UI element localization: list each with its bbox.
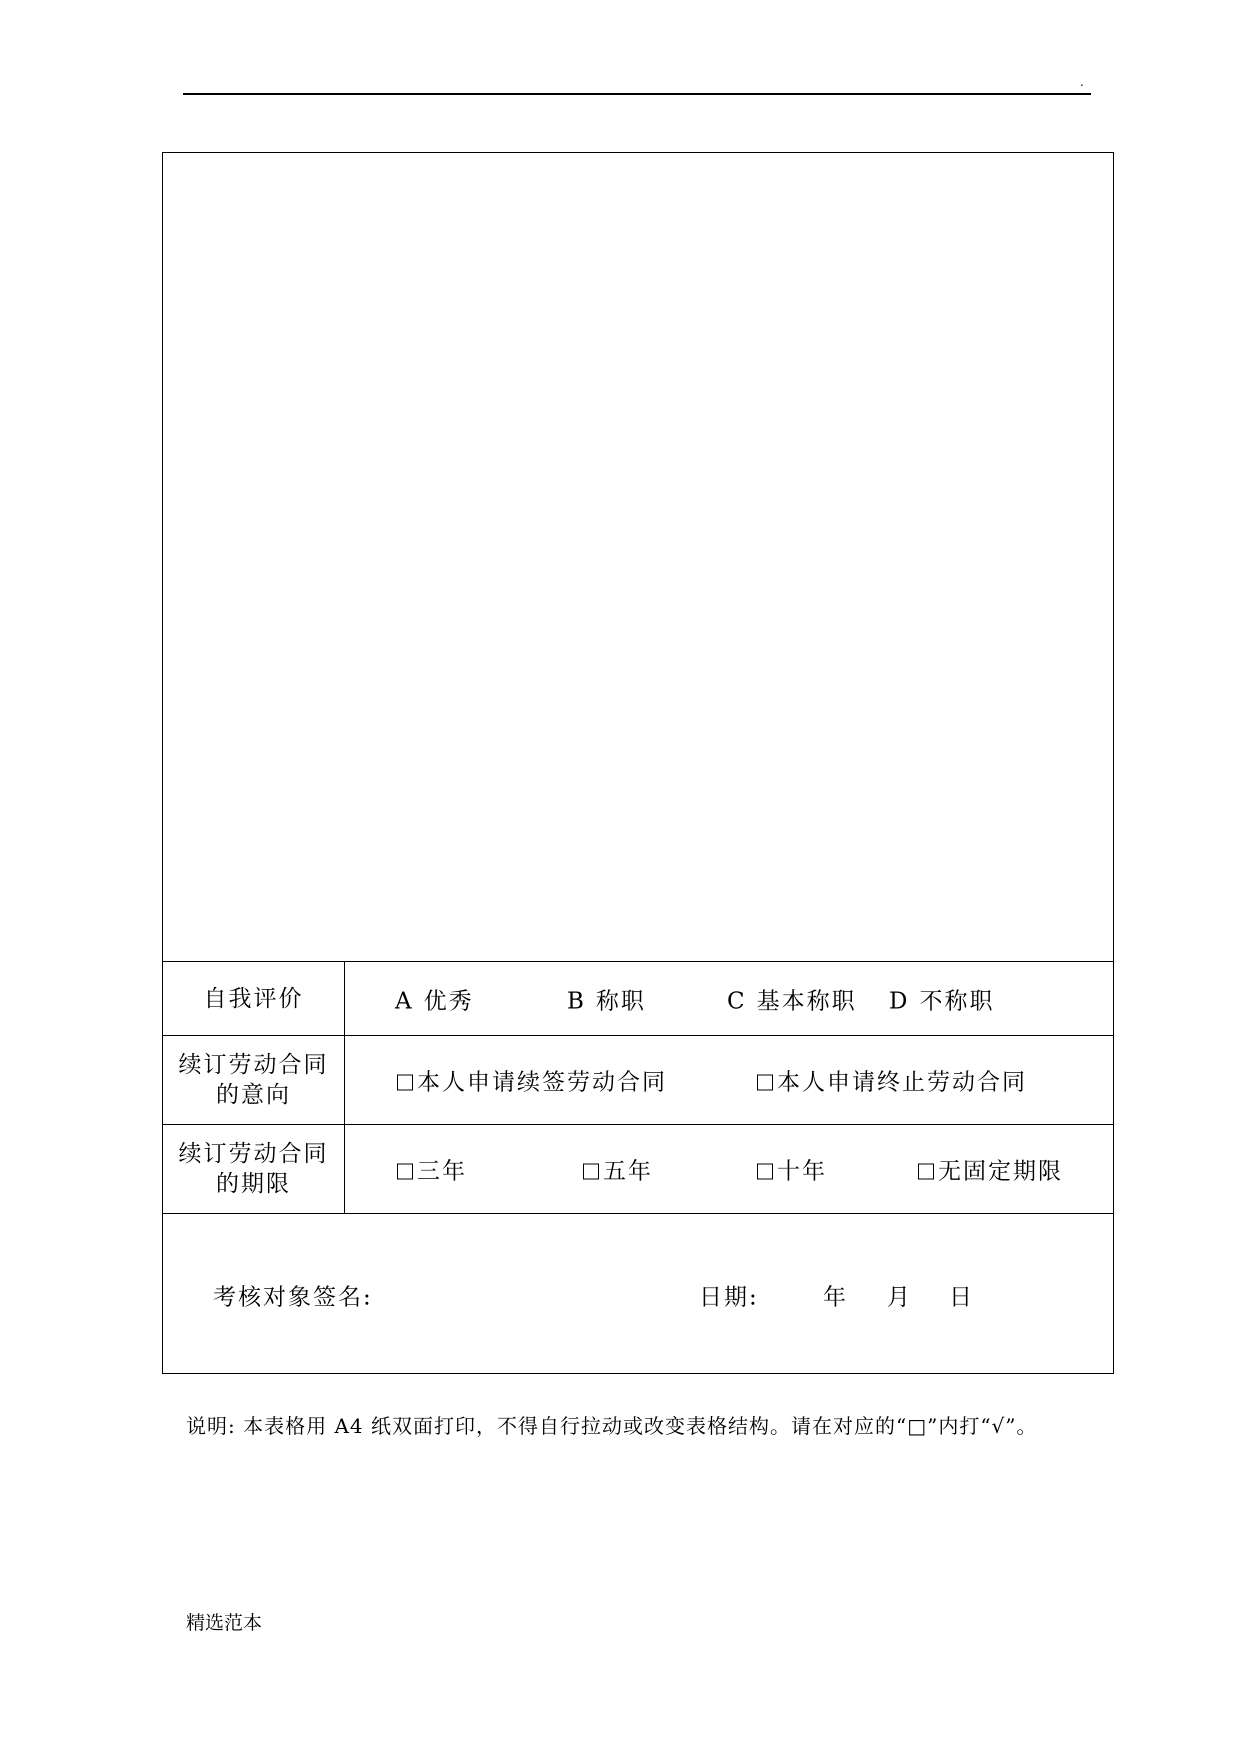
option-text: 五年 [603,1158,653,1185]
date-year: 年 [823,1284,848,1310]
renewal-term-row [163,1124,1113,1213]
term-three-years-option[interactable] [397,1153,467,1186]
term-indefinite-option[interactable] [918,1153,1063,1186]
option-letter: B [567,988,586,1014]
checkbox[interactable] [397,1075,413,1091]
renewal-term-label-line2: 的期限 [216,1171,291,1197]
renewal-intent-label-line2: 的意向 [216,1082,291,1108]
header-rule [183,93,1091,95]
option-text: 称职 [595,988,646,1014]
checkbox[interactable] [583,1164,599,1180]
checkbox[interactable] [757,1164,773,1180]
renewal-term-label-line1: 续订劳动合同 [178,1141,329,1167]
self-eval-label: 自我评价 [163,962,345,1035]
option-letter: C [727,988,747,1014]
option-text: 本人申请终止劳动合同 [777,1069,1027,1096]
date-day: 日 [949,1284,974,1310]
terminate-contract-option[interactable] [757,1064,1027,1097]
self-eval-option-b[interactable] [567,982,646,1015]
renewal-intent-options [345,1036,1113,1124]
renewal-intent-label [163,1036,345,1124]
renewal-term-label [163,1125,345,1213]
renewal-intent-row [163,1035,1113,1124]
date-month: 月 [887,1284,912,1310]
footer-text: 精选范本 [186,1612,263,1634]
checkbox[interactable] [397,1164,413,1180]
self-eval-option-a[interactable] [395,982,474,1015]
option-letter: D [889,988,910,1014]
term-five-years-option[interactable] [583,1153,653,1186]
instruction-note: 说明: 本表格用 A4 纸双面打印，不得自行拉动或改变表格结构。请在对应的“□”内打“√”。 [186,1414,1038,1438]
signature-row [163,1213,1113,1375]
option-text: 无固定期限 [938,1158,1063,1185]
appraisal-form-table [162,152,1114,1374]
renewal-intent-label-line1: 续订劳动合同 [178,1052,329,1078]
option-text: 基本称职 [756,988,857,1014]
renew-contract-option[interactable] [397,1064,667,1097]
option-letter: A [395,988,414,1014]
self-eval-options [345,962,1113,1035]
checkbox[interactable] [918,1164,934,1180]
option-text: 不称职 [919,988,995,1014]
self-eval-option-c[interactable] [727,982,857,1015]
self-eval-row [163,961,1113,1035]
option-text: 本人申请续签劳动合同 [417,1069,667,1096]
option-text: 三年 [417,1158,467,1185]
checkbox[interactable] [757,1075,773,1091]
date-label: 日期: [699,1284,759,1310]
renewal-term-options [345,1125,1113,1213]
self-eval-option-d[interactable] [889,982,994,1015]
blank-content-area [163,153,1113,961]
signer-label: 考核对象签名: [213,1284,373,1310]
term-ten-years-option[interactable] [757,1153,827,1186]
option-text: 十年 [777,1158,827,1185]
option-text: 优秀 [423,988,474,1014]
header-dot: . [1080,75,1084,89]
